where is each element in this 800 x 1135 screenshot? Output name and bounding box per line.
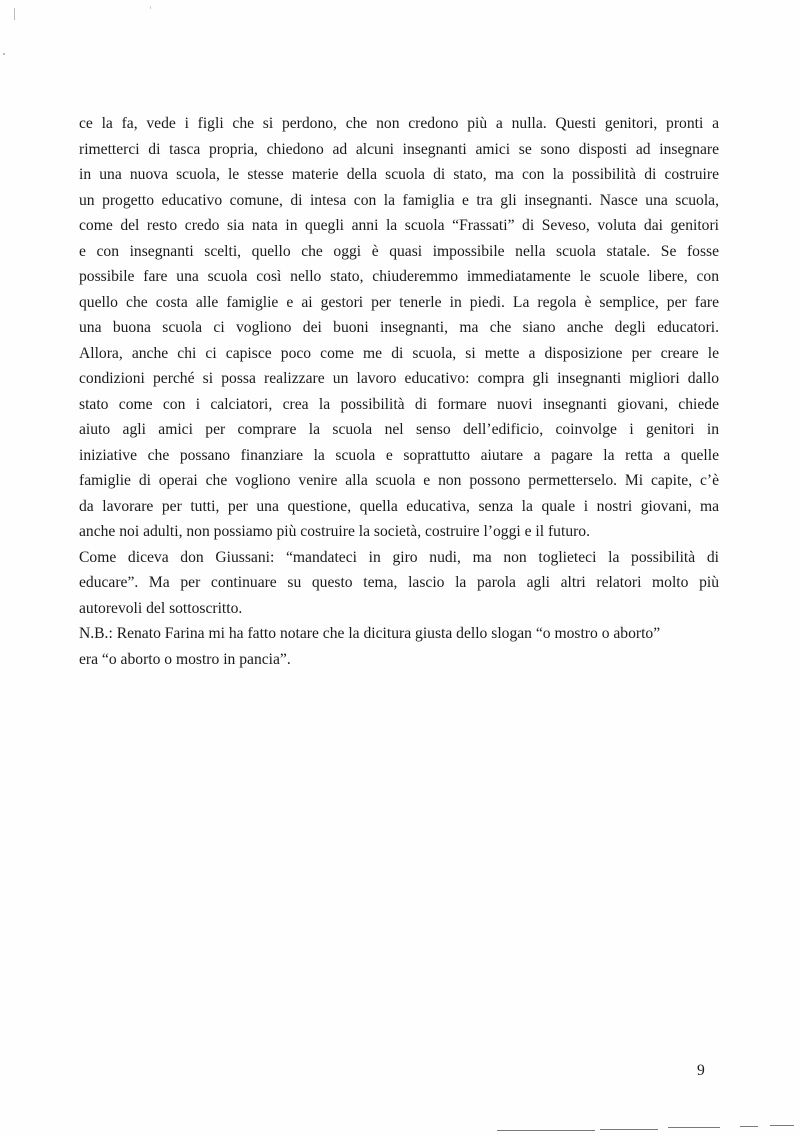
paragraph-2: [79, 545, 719, 622]
scan-artifact-line: [497, 1130, 595, 1131]
text-line: una buona scuola ci vogliono dei buoni insegnanti, ma che siano anche degli educatori.: [79, 319, 719, 336]
text-line: educare”. Ma per continuare su questo tema, lascio la parola agli altri relatori molto più: [79, 574, 719, 591]
body-text: [79, 111, 719, 672]
text-line: famiglie di operai che vogliono venire alla scuola e non possono permetterselo. Mi capite, c’è: [79, 472, 719, 489]
scan-artifact-line: [740, 1126, 758, 1127]
text-line: quello che costa alle famiglie e ai gestori per tenerle in piedi. La regola è semplice, per fare: [79, 293, 719, 311]
text-line: in una nuova scuola, le stesse materie della scuola di stato, ma con la possibilità di costruire: [79, 166, 719, 183]
scan-artifact-line: [600, 1129, 658, 1130]
text-line: stato come con i calciatori, crea la possibilità di formare nuovi insegnanti giovani, chiede: [79, 395, 719, 413]
text-line: N.B.: Renato Farina mi ha fatto notare che la dicitura giusta dello slogan “o mostro o aborto”: [79, 625, 661, 642]
page-number: 9: [697, 1062, 705, 1079]
text-line: e con insegnanti scelti, quello che oggi è quasi impossibile nella scuola statale. Se fosse: [79, 242, 719, 260]
text-line: Come diceva don Giussani: “mandateci in giro nudi, ma non toglieteci la possibilità di: [79, 548, 719, 566]
text-line: era “o aborto o mostro in pancia”.: [79, 650, 291, 668]
text-line: aiuto agli amici per comprare la scuola nel senso dell’edificio, coinvolge i genitori in: [79, 421, 719, 438]
scan-artifact: [14, 8, 15, 20]
scan-artifact: [3, 53, 5, 55]
text-line: iniziative che possano finanziare la scuola e soprattutto aiutare a pagare la retta a quelle: [79, 446, 719, 464]
text-line: come del resto credo sia nata in quegli anni la scuola “Frassati” di Seveso, voluta dai genitori: [79, 217, 719, 234]
scan-artifact: [150, 6, 151, 9]
text-line: ce la fa, vede i figli che si perdono, che non credono più a nulla. Questi genitori, pronti a: [79, 115, 719, 132]
text-line: condizioni perché si possa realizzare un lavoro educativo: compra gli insegnanti migliori dallo: [79, 370, 719, 387]
paragraph-nb: [79, 621, 719, 672]
text-line: anche noi adulti, non possiamo più costruire la società, costruire l’oggi e il futuro.: [79, 523, 590, 540]
text-line: rimetterci di tasca propria, chiedono ad alcuni insegnanti amici se sono disposti ad insegnare: [79, 140, 719, 158]
text-line: un progetto educativo comune, di intesa con la famiglia e tra gli insegnanti. Nasce una scuola,: [79, 191, 719, 209]
text-line: possibile fare una scuola così nello stato, chiuderemmo immediatamente le scuole libere, con: [79, 268, 719, 285]
paragraph-1: [79, 111, 719, 545]
text-line: da lavorare per tutti, per una questione, quella educativa, senza la quale i nostri giovani, ma: [79, 497, 719, 515]
text-line: autorevoli del sottoscritto.: [79, 599, 243, 617]
scan-artifact-line: [770, 1125, 794, 1126]
text-line: Allora, anche chi ci capisce poco come me di scuola, si mette a disposizione per creare le: [79, 344, 719, 362]
scan-artifact-line: [668, 1127, 720, 1128]
